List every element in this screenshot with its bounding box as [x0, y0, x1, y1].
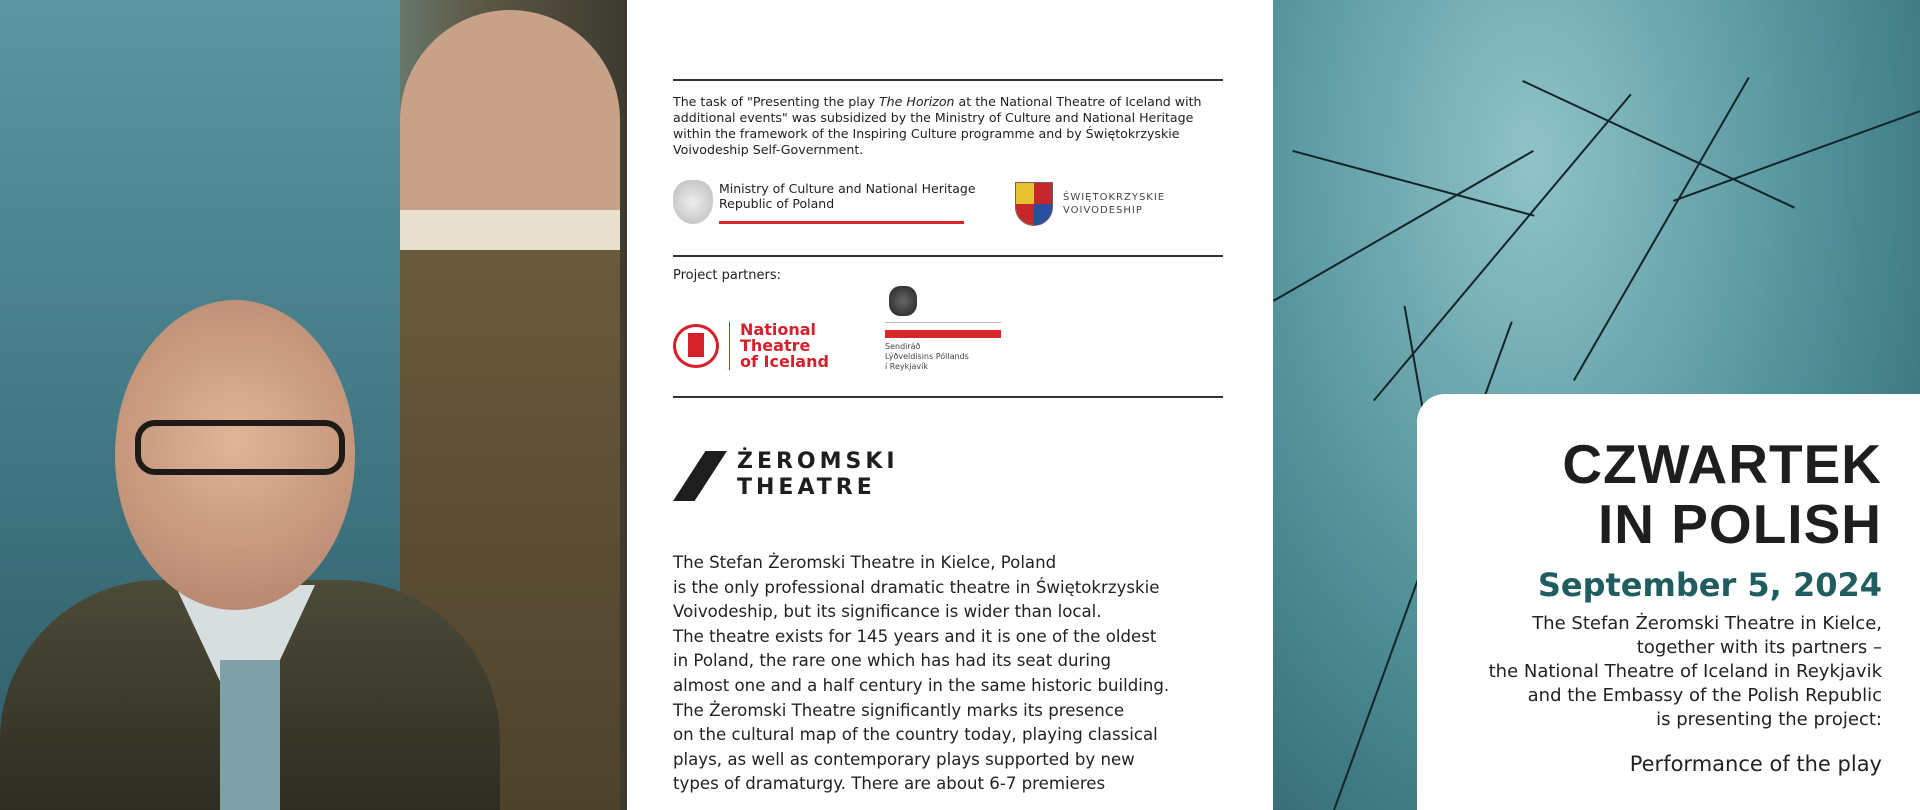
title-line: CZWARTEK	[1562, 433, 1882, 495]
polish-eagle-icon	[673, 180, 713, 224]
voivodeship-label: VOIVODESHIP	[1063, 205, 1143, 216]
intro-text: at the National Theatre of Iceland with additional events" was subsidized by the Ministry of Culture and National Heritage within the framework of the Inspiring Culture programme and by Świętokrzyskie Voivodeship Self-Government.	[673, 94, 1202, 157]
divider	[673, 255, 1223, 257]
embassy-line: í Reykjavík	[885, 362, 928, 371]
z-mark-icon	[673, 433, 727, 517]
divider	[673, 396, 1223, 398]
play-title: The Horizon	[878, 94, 955, 109]
event-card	[1417, 394, 1920, 810]
event-date: September 5, 2024	[1537, 566, 1882, 604]
voivodeship-name: ŚWIĘTOKRZYSKIE	[1063, 192, 1166, 203]
embassy-line: Sendiráð	[885, 342, 921, 351]
nti-line: of Iceland	[740, 352, 829, 371]
ministry-logo	[673, 180, 976, 224]
embassy-logo	[885, 286, 1001, 372]
actors-photo	[0, 0, 627, 810]
red-bar	[885, 330, 1001, 338]
nti-line: National	[740, 320, 816, 339]
logo-line: THEATRE	[737, 475, 876, 500]
event-title	[1417, 434, 1882, 554]
polish-eagle-icon	[889, 286, 917, 316]
partners-label: Project partners:	[673, 268, 782, 283]
red-bar	[719, 221, 964, 224]
logo-line: ŻEROMSKI	[737, 449, 899, 474]
funding-statement	[673, 94, 1233, 158]
theatre-description: The Stefan Żeromski Theatre in Kielce, Poland is the only professional dramatic theatre in Świętokrzyskie Voivodeship, but its significance is wider than local. The theatre exists for 145 years and it is one of the oldest in Poland, the rare one which has had its seat during almost one and a half century in the same historic building. The Żeromski Theatre significantly marks its presence on the cultural map of the country today, playing classical plays, as well as contemporary plays supported by new types of dramaturgy. There are about 6-7 premieres	[673, 553, 1170, 794]
zeromski-theatre-logo	[673, 433, 899, 517]
nti-line: Theatre	[740, 336, 811, 355]
event-description: The Stefan Żeromski Theatre in Kielce, together with its partners – the National Theatre of Iceland in Reykjavik and the Embassy of the Polish Republic is presenting the project:	[1488, 613, 1882, 730]
embassy-line: Lýðveldisins Póllands	[885, 352, 969, 361]
glasses	[135, 420, 345, 475]
divider	[673, 79, 1223, 81]
national-theatre-iceland-logo	[673, 322, 829, 370]
ministry-name: Ministry of Culture and National Heritage	[719, 180, 976, 196]
theatre-emblem-icon	[673, 324, 719, 368]
info-panel	[627, 0, 1273, 810]
voivodeship-logo	[1015, 182, 1165, 226]
ministry-country: Republic of Poland	[719, 195, 835, 211]
title-line: IN POLISH	[1597, 493, 1882, 555]
intro-text: The task of "Presenting the play	[673, 94, 879, 109]
coat-of-arms-icon	[1015, 182, 1053, 226]
tie	[220, 660, 280, 810]
performance-heading: Performance of the play	[1629, 752, 1882, 776]
